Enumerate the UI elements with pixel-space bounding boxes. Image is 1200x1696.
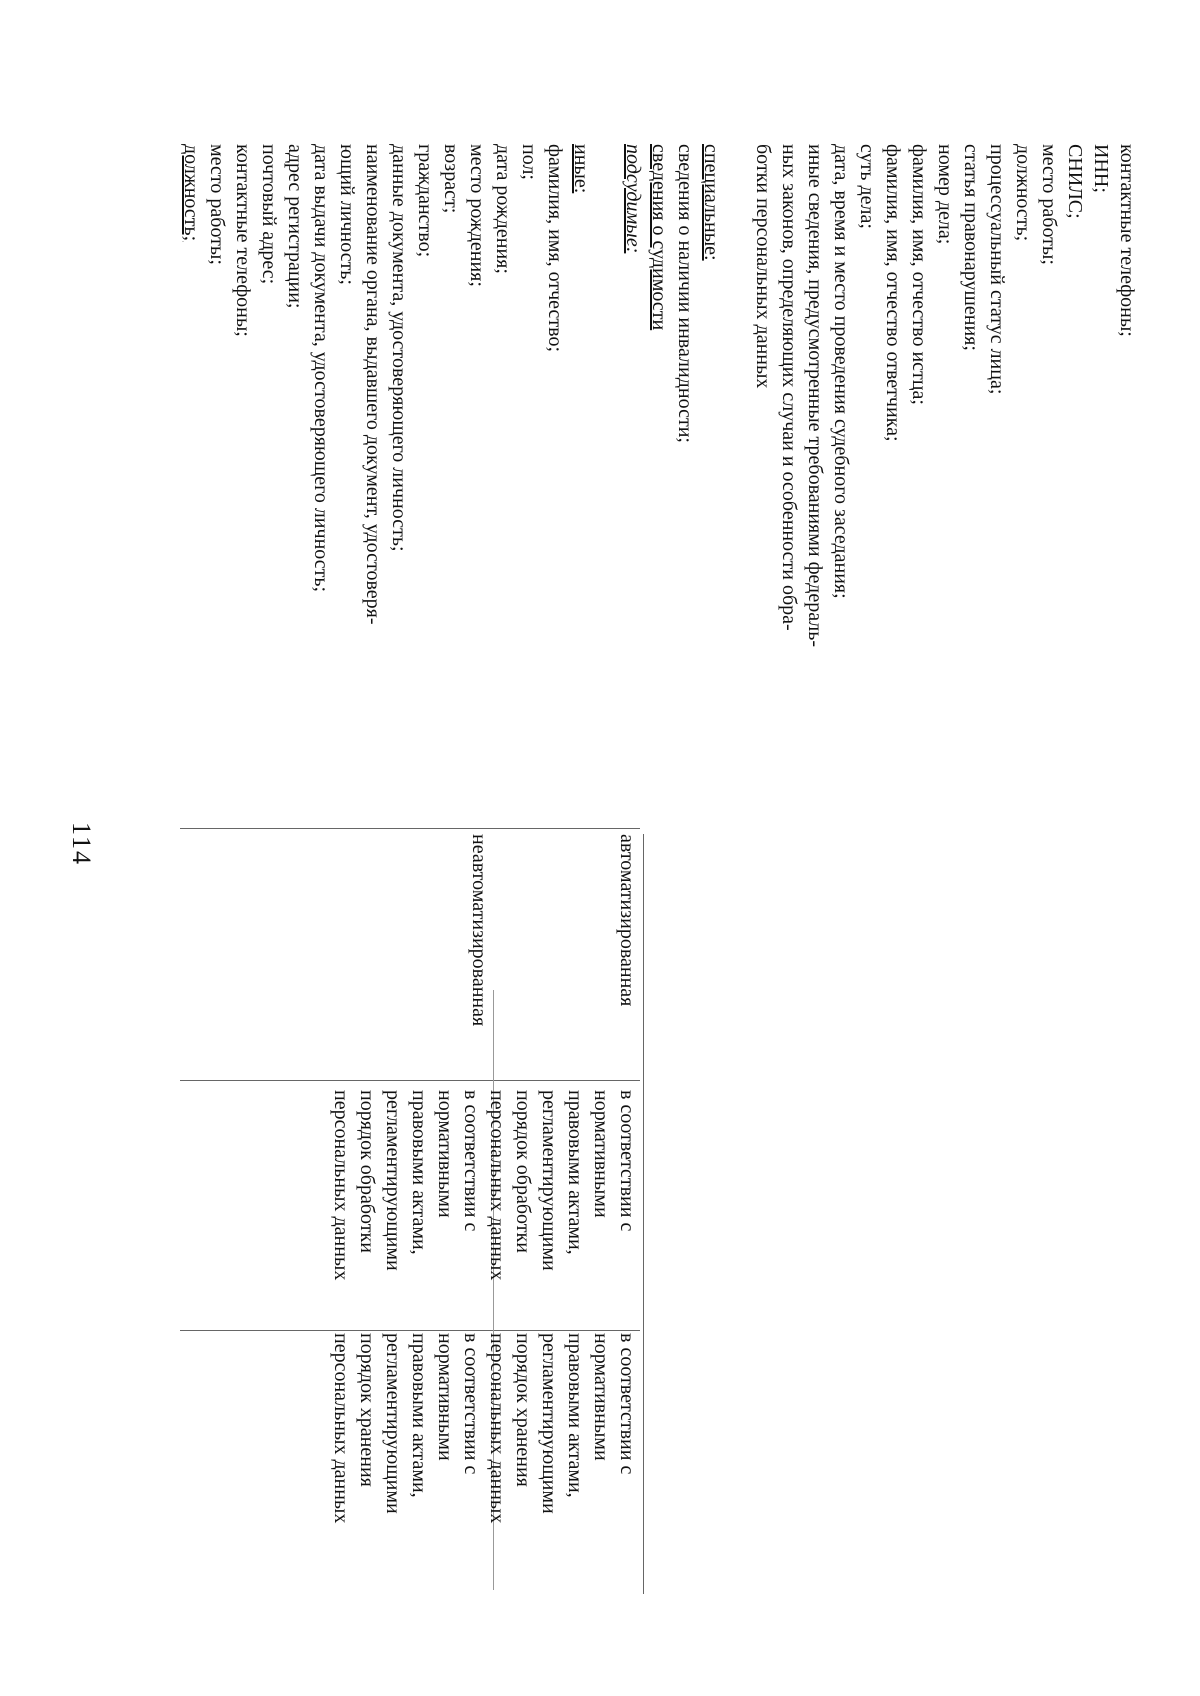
processing-term-column bbox=[328, 1090, 640, 1335]
term-line: персональных данных bbox=[486, 1090, 508, 1281]
list-item: должность; bbox=[1012, 144, 1034, 242]
storage-term-block bbox=[328, 1333, 484, 1593]
storage-term-column bbox=[328, 1333, 640, 1593]
list-item: почтовый адрес; bbox=[258, 144, 280, 285]
list-item: пол; bbox=[518, 144, 540, 180]
term-line: нормативными bbox=[590, 1090, 612, 1218]
list-item: место работы; bbox=[1038, 144, 1060, 265]
list-item: дата, время и место проведения судебного заседания; bbox=[830, 144, 852, 599]
term-line: правовыми актами, bbox=[564, 1090, 586, 1255]
term-line: в соответствии с bbox=[616, 1090, 638, 1232]
term-line: в соответствии с bbox=[460, 1333, 482, 1475]
list-item: должность; bbox=[180, 144, 202, 242]
list-item: ных законов, определяющих случаи и особенности обра- bbox=[778, 144, 800, 631]
row-divider bbox=[643, 834, 644, 1594]
list-item: ИНН; bbox=[1090, 144, 1112, 193]
term-line: правовыми актами, bbox=[564, 1333, 586, 1498]
list-item: суть дела; bbox=[856, 144, 878, 229]
list-item: фамилия, имя, отчество; bbox=[544, 144, 566, 353]
list-item: СНИЛС; bbox=[1064, 144, 1086, 219]
term-line: порядок обработки bbox=[356, 1090, 378, 1253]
list-item: ющий личность; bbox=[336, 144, 358, 285]
method-non-automated: неавтоматизированная bbox=[468, 834, 490, 1027]
term-line: регламентирующими bbox=[538, 1333, 560, 1514]
term-line: в соответствии с bbox=[616, 1333, 638, 1475]
processing-term-block bbox=[484, 1090, 640, 1335]
term-line: порядок хранения bbox=[512, 1333, 534, 1487]
list-item: данные документа, удостоверяющего личность; bbox=[388, 144, 410, 552]
storage-term-block bbox=[484, 1333, 640, 1593]
list-item: номер дела; bbox=[934, 144, 956, 245]
page-number: 114 bbox=[67, 821, 96, 867]
term-line: регламентирующими bbox=[538, 1090, 560, 1271]
term-line: персональных данных bbox=[330, 1333, 352, 1524]
list-item: фамилия, имя, отчество ответчика; bbox=[882, 144, 904, 442]
term-line: регламентирующими bbox=[382, 1090, 404, 1271]
list-item: процессуальный статус лица; bbox=[986, 144, 1008, 395]
list-item: дата рождения; bbox=[492, 144, 514, 274]
term-line: нормативными bbox=[590, 1333, 612, 1461]
list-item: наименование органа, выдавшего документ, удостоверя- bbox=[362, 144, 384, 625]
special-group bbox=[620, 144, 724, 834]
group1-list bbox=[750, 144, 1140, 834]
term-line: правовыми актами, bbox=[408, 1090, 430, 1255]
term-line: персональных данных bbox=[486, 1333, 508, 1524]
list-item: сведения о наличии инвалидности; bbox=[674, 144, 696, 443]
list-item: контактные телефоны; bbox=[1116, 144, 1138, 337]
term-line: порядок обработки bbox=[512, 1090, 534, 1253]
categories-column bbox=[178, 144, 1140, 834]
list-item: дата выдачи документа, удостоверяющего личность; bbox=[310, 144, 332, 593]
list-item: место работы; bbox=[206, 144, 228, 265]
list-item: контактные телефоны; bbox=[232, 144, 254, 337]
method-automated: автоматизированная bbox=[616, 834, 638, 1007]
other-group bbox=[178, 144, 594, 834]
list-item: ботки персональных данных bbox=[752, 144, 774, 389]
column-divider bbox=[180, 1080, 640, 1081]
term-line: правовыми актами, bbox=[408, 1333, 430, 1498]
processing-term-block bbox=[328, 1090, 484, 1335]
list-item: фамилия, имя, отчество истца; bbox=[908, 144, 930, 405]
term-line: нормативными bbox=[434, 1333, 456, 1461]
list-item: гражданство; bbox=[414, 144, 436, 258]
list-item: иные сведения, предусмотренные требованиями федераль- bbox=[804, 144, 826, 648]
term-line: персональных данных bbox=[330, 1090, 352, 1281]
list-item: статья правонарушения; bbox=[960, 144, 982, 351]
spacer bbox=[724, 144, 750, 834]
list-item: возраст; bbox=[440, 144, 462, 214]
term-line: нормативными bbox=[434, 1090, 456, 1218]
subjects-heading: подсудимые: bbox=[622, 144, 644, 254]
spacer bbox=[594, 144, 620, 834]
term-line: регламентирующими bbox=[382, 1333, 404, 1514]
list-item: сведения о судимости bbox=[648, 144, 670, 331]
term-line: в соответствии с bbox=[460, 1090, 482, 1232]
special-heading: специальные: bbox=[700, 144, 722, 261]
other-heading: иные: bbox=[570, 144, 592, 194]
list-item: место рождения; bbox=[466, 144, 488, 287]
term-line: порядок хранения bbox=[356, 1333, 378, 1487]
list-item: адрес регистрации; bbox=[284, 144, 306, 309]
